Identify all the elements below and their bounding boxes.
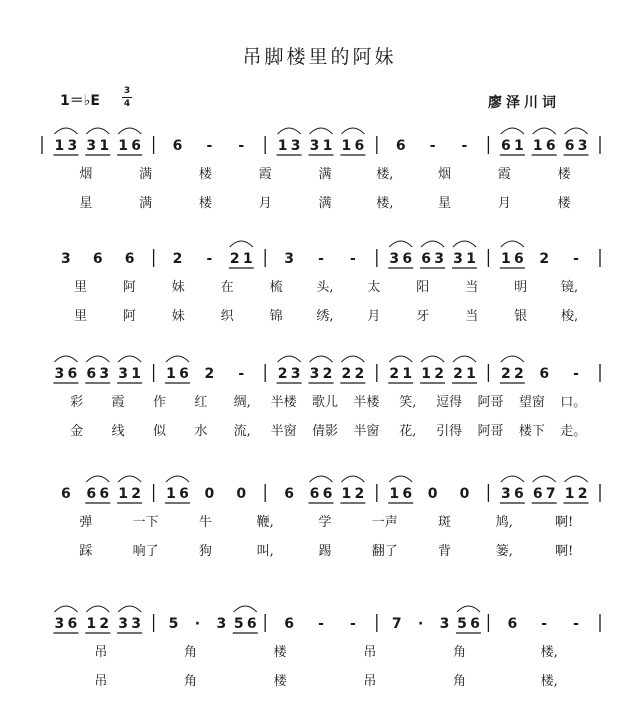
lyric-syllable: 楼	[273, 674, 287, 689]
lyric-syllable: 霞	[497, 167, 511, 182]
lyric-syllable: 梳	[269, 280, 283, 295]
slur-arc	[54, 128, 77, 134]
note-digit: 7	[391, 616, 402, 632]
lyric-syllable: 走。	[560, 424, 587, 439]
slur-arc	[310, 356, 333, 362]
lyric-syllable: 头,	[316, 280, 334, 295]
lyric-syllable: 流,	[233, 424, 251, 439]
slur-arc	[341, 128, 364, 134]
note-digit: 1	[466, 251, 476, 267]
lyric-syllable: 妹	[171, 280, 185, 295]
lyric-syllable: 花,	[399, 424, 417, 439]
note-digit: 3	[99, 366, 110, 382]
note-digit: 5	[457, 616, 467, 632]
slur-arc	[389, 241, 412, 247]
slur-arc	[565, 476, 588, 482]
lyric-syllable: 牛	[198, 515, 212, 530]
lyric-syllable: 楼下	[518, 424, 545, 439]
lyric-syllable: 月	[497, 196, 511, 211]
note-digit: -	[206, 251, 213, 267]
note-digit: 3	[61, 251, 71, 267]
slur-arc	[501, 476, 524, 482]
note-digit: 3	[118, 616, 129, 632]
note-digit: -	[349, 251, 356, 267]
lyric-syllable: 月	[367, 309, 381, 324]
note-digit: 6	[86, 486, 97, 502]
lyric-syllable: 鸠,	[495, 515, 513, 530]
lyric-syllable: 星	[438, 196, 452, 211]
lyric-syllable: 烟	[438, 167, 452, 182]
lyric-syllable: 镜,	[560, 280, 579, 295]
note-digit: 3	[284, 251, 295, 267]
slur-arc	[278, 128, 301, 134]
note-digit: 1	[277, 138, 288, 154]
lyric-syllable: 弹	[79, 515, 93, 530]
lyric-syllable: 太	[367, 280, 381, 295]
note-digit: 3	[439, 616, 450, 632]
note-digit: 1	[54, 138, 65, 154]
lyric-syllable: 狗	[198, 544, 212, 559]
note-digit: 6	[421, 251, 431, 267]
note-digit: 1	[131, 366, 142, 382]
note-digit: -	[238, 138, 245, 154]
note-digit: 1	[242, 251, 253, 267]
note-digit: 6	[539, 366, 550, 382]
slur-arc	[118, 356, 141, 362]
lyric-syllable: 似	[152, 424, 166, 439]
note-digit: 2	[434, 366, 444, 382]
note-digit: 3	[67, 138, 78, 154]
note-digit: 3	[500, 486, 511, 502]
lyric-syllable: 响了	[132, 544, 159, 559]
note-digit: 1	[532, 138, 543, 154]
note-digit: 6	[179, 366, 189, 382]
note-digit: -	[429, 138, 436, 154]
slur-arc	[86, 606, 109, 612]
note-digit: 3	[54, 366, 65, 382]
slur-arc	[457, 606, 480, 612]
note-digit: 1	[513, 138, 524, 154]
lyric-syllable: 踢	[318, 544, 332, 559]
lyric-syllable: 彩	[70, 395, 84, 410]
slur-arc	[310, 476, 333, 482]
lyric-syllable: 明	[514, 280, 528, 295]
lyric-syllable: 逗得	[436, 395, 463, 410]
song-title: 吊脚楼里的阿妹	[242, 46, 397, 68]
note-digit: 1	[389, 486, 400, 502]
lyric-syllable: 半窗	[353, 424, 380, 439]
slur-arc	[501, 128, 524, 134]
note-digit: 6	[179, 486, 189, 502]
note-digit: 6	[284, 616, 295, 632]
slur-arc	[341, 476, 364, 482]
lyric-syllable: 半窗	[270, 424, 297, 439]
lyric-syllable: 当	[465, 309, 479, 324]
note-digit: 3	[434, 251, 444, 267]
note-digit: 6	[124, 251, 135, 267]
lyric-syllable: 牙	[416, 309, 430, 324]
slur-arc	[453, 356, 476, 362]
lyric-syllable: 学	[318, 515, 332, 530]
note-digit: 2	[341, 366, 352, 382]
note-digit: 2	[513, 366, 524, 382]
note-digit: 6	[99, 486, 110, 502]
lyric-syllable: 星	[79, 196, 93, 211]
note-digit: -	[318, 616, 324, 632]
lyric-syllable: 满	[139, 196, 153, 211]
lyric-syllable: 绸,	[233, 395, 251, 410]
note-digit: 6	[172, 138, 183, 154]
note-digit: 6	[532, 486, 543, 502]
note-digit: 1	[166, 366, 176, 382]
lyric-syllable: 阿哥	[477, 395, 504, 410]
note-digit: -	[573, 251, 579, 267]
slur-arc	[310, 128, 333, 134]
note-digit: 5	[233, 616, 244, 632]
note-digit: 6	[564, 138, 575, 154]
lyric-syllable: 楼,	[376, 196, 394, 211]
lyric-syllable: 倩影	[311, 424, 339, 439]
lyric-syllable: 吊	[363, 674, 377, 689]
note-digit: 1	[322, 138, 333, 154]
lyric-syllable: 吊	[363, 645, 377, 660]
lyric-syllable: 斑	[438, 515, 452, 530]
note-digit: 6	[500, 138, 511, 154]
slur-arc	[118, 606, 141, 612]
lyric-syllable: 角	[183, 645, 198, 660]
note-digit: 2	[500, 366, 511, 382]
note-digit: 6	[92, 251, 103, 267]
note-digit: 2	[99, 616, 110, 632]
slur-arc	[86, 356, 109, 362]
lyric-syllable: 踩	[79, 544, 93, 559]
note-digit: 1	[99, 138, 110, 154]
time-signature-bottom: 4	[123, 99, 131, 109]
slur-arc	[86, 128, 109, 134]
lyric-syllable: 阿	[122, 309, 136, 324]
lyric-syllable: 篓,	[495, 544, 513, 559]
note-digit: 3	[577, 138, 588, 154]
slur-arc	[166, 476, 189, 482]
note-digit: -	[206, 138, 213, 154]
note-digit: 2	[229, 251, 240, 267]
lyric-syllable: 吊	[94, 674, 108, 689]
slur-arc	[453, 241, 476, 247]
lyric-syllable: 楼	[198, 167, 212, 182]
slur-arc	[389, 356, 412, 362]
slur-arc	[86, 476, 109, 482]
note-digit: 1	[166, 486, 176, 502]
note-digit: -	[318, 251, 324, 267]
lyric-syllable: 口。	[560, 395, 587, 410]
note-digit: 2	[322, 366, 333, 382]
note-digit: 3	[290, 138, 301, 154]
slur-arc	[54, 606, 77, 612]
note-digit: 1	[564, 486, 575, 502]
note-digit: 2	[453, 366, 463, 382]
lyric-syllable: 楼,	[540, 674, 558, 689]
note-digit: 6	[131, 138, 142, 154]
note-digit: 6	[67, 366, 78, 382]
note-digit: 3	[86, 138, 97, 154]
note-digit: 3	[309, 366, 320, 382]
note-digit: 2	[539, 251, 550, 267]
lyric-syllable: 银	[514, 309, 528, 324]
lyric-syllable: 笑,	[399, 395, 417, 410]
note-digit: 5	[168, 616, 179, 632]
lyric-syllable: 啊!	[554, 544, 574, 559]
note-digit: 2	[131, 486, 142, 502]
lyric-syllable: 吊	[94, 645, 108, 660]
note-digit: 3	[131, 616, 142, 632]
slur-arc	[166, 356, 189, 362]
slur-arc	[501, 241, 524, 247]
note-digit: 6	[246, 616, 257, 632]
slur-arc	[501, 356, 524, 362]
lyric-syllable: 阿哥	[477, 424, 504, 439]
lyric-syllable: 锦	[269, 309, 283, 324]
key-label: 1＝♭E	[60, 93, 100, 109]
lyricist-credit: 廖泽川词	[488, 95, 560, 111]
note-digit: -	[573, 616, 579, 632]
note-digit: 1	[421, 366, 431, 382]
note-digit: 3	[216, 616, 227, 632]
note-digit: 0	[427, 486, 438, 502]
slur-arc	[54, 356, 77, 362]
lyric-syllable: 阿	[122, 280, 136, 295]
time-signature-top: 3	[123, 86, 131, 96]
note-digit: 3	[54, 616, 65, 632]
note-digit: 3	[118, 366, 129, 382]
lyric-syllable: 鞭,	[256, 515, 274, 530]
note-digit: 0	[204, 486, 215, 502]
lyric-syllable: 角	[183, 674, 198, 689]
note-digit: 7	[545, 486, 556, 502]
slur-arc	[565, 128, 588, 134]
lyric-syllable: 月	[258, 196, 272, 211]
slur-arc	[278, 356, 301, 362]
lyric-syllable: 角	[452, 645, 467, 660]
lyric-syllable: 一下	[132, 515, 159, 530]
lyric-syllable: 楼,	[376, 167, 394, 182]
note-digit: ·	[417, 616, 424, 632]
slur-arc	[118, 476, 141, 482]
note-digit: -	[238, 366, 245, 382]
note-digit: 2	[204, 366, 215, 382]
note-digit: -	[541, 616, 548, 632]
note-digit: 6	[513, 486, 524, 502]
lyric-syllable: 作	[152, 395, 166, 410]
note-digit: 1	[118, 138, 129, 154]
slur-arc	[341, 356, 364, 362]
lyric-syllable: 霞	[258, 167, 272, 182]
lyric-syllable: 红	[194, 395, 208, 410]
note-digit: 6	[545, 138, 556, 154]
lyric-syllable: 水	[194, 424, 208, 439]
note-digit: 6	[86, 366, 97, 382]
note-digit: 1	[341, 138, 352, 154]
note-digit: -	[573, 366, 579, 382]
slur-arc	[533, 128, 556, 134]
note-digit: 1	[500, 251, 511, 267]
note-digit: 6	[470, 616, 480, 632]
lyric-syllable: 阳	[416, 280, 430, 295]
lyric-syllable: 妹	[171, 309, 185, 324]
note-digit: 6	[513, 251, 524, 267]
note-digit: -	[349, 616, 356, 632]
lyric-syllable: 引得	[436, 424, 463, 439]
lyric-syllable: 叫,	[256, 544, 274, 559]
note-digit: 1	[118, 486, 129, 502]
lyric-syllable: 梭,	[560, 309, 579, 324]
note-digit: 0	[459, 486, 470, 502]
lyric-syllable: 烟	[79, 167, 93, 182]
note-digit: 3	[453, 251, 463, 267]
lyric-syllable: 满	[139, 167, 153, 182]
lyric-syllable: 楼	[557, 167, 571, 182]
lyric-syllable: 半楼	[270, 395, 297, 410]
note-digit: 6	[354, 138, 365, 154]
lyric-syllable: 望窗	[518, 395, 545, 410]
lyric-syllable: 满	[318, 167, 332, 182]
note-digit: 2	[277, 366, 288, 382]
note-digit: 6	[395, 138, 406, 154]
note-digit: 1	[402, 366, 413, 382]
slur-arc	[389, 476, 412, 482]
note-digit: 2	[354, 486, 365, 502]
note-digit: 2	[354, 366, 365, 382]
note-digit: 6	[61, 486, 71, 502]
lyric-syllable: 楼	[557, 196, 571, 211]
note-digit: 6	[309, 486, 320, 502]
lyric-syllable: 歌儿	[311, 395, 339, 410]
lyric-syllable: 楼	[198, 196, 212, 211]
note-digit: 0	[236, 486, 247, 502]
note-digit: 3	[290, 366, 301, 382]
lyric-syllable: 一声	[371, 515, 398, 530]
note-digit: -	[461, 138, 468, 154]
note-digit: 2	[172, 251, 183, 267]
slur-arc	[421, 241, 444, 247]
lyric-syllable: 在	[220, 280, 234, 295]
lyric-syllable: 织	[220, 309, 234, 324]
lyric-syllable: 背	[438, 544, 452, 559]
lyric-syllable: 金	[70, 424, 84, 439]
note-digit: 6	[67, 616, 78, 632]
slur-arc	[234, 606, 257, 612]
note-digit: 2	[577, 486, 588, 502]
note-digit: 1	[341, 486, 352, 502]
note-digit: 2	[389, 366, 400, 382]
note-digit: 3	[389, 251, 400, 267]
lyric-syllable: 半楼	[353, 395, 380, 410]
note-digit: 6	[284, 486, 295, 502]
lyric-syllable: 里	[73, 280, 87, 295]
lyric-syllable: 角	[452, 674, 467, 689]
note-digit: ·	[194, 616, 201, 632]
slur-arc	[118, 128, 141, 134]
note-digit: 6	[402, 486, 413, 502]
lyric-syllable: 霞	[111, 395, 125, 410]
note-digit: 6	[322, 486, 333, 502]
lyric-syllable: 楼	[273, 645, 287, 660]
lyric-syllable: 啊!	[554, 515, 574, 530]
lyric-syllable: 满	[318, 196, 332, 211]
slur-arc	[533, 476, 556, 482]
slur-arc	[230, 241, 253, 247]
note-digit: 1	[466, 366, 476, 382]
lyric-syllable: 当	[465, 280, 479, 295]
note-digit: 1	[86, 616, 97, 632]
lyric-syllable: 翻了	[371, 544, 398, 559]
lyric-syllable: 里	[73, 309, 87, 324]
lyric-syllable: 绣,	[316, 309, 334, 324]
lyric-syllable: 楼,	[540, 645, 558, 660]
note-digit: 6	[507, 616, 518, 632]
lyric-syllable: 线	[111, 424, 125, 439]
slur-arc	[421, 356, 444, 362]
note-digit: 6	[402, 251, 413, 267]
note-digit: 3	[309, 138, 320, 154]
